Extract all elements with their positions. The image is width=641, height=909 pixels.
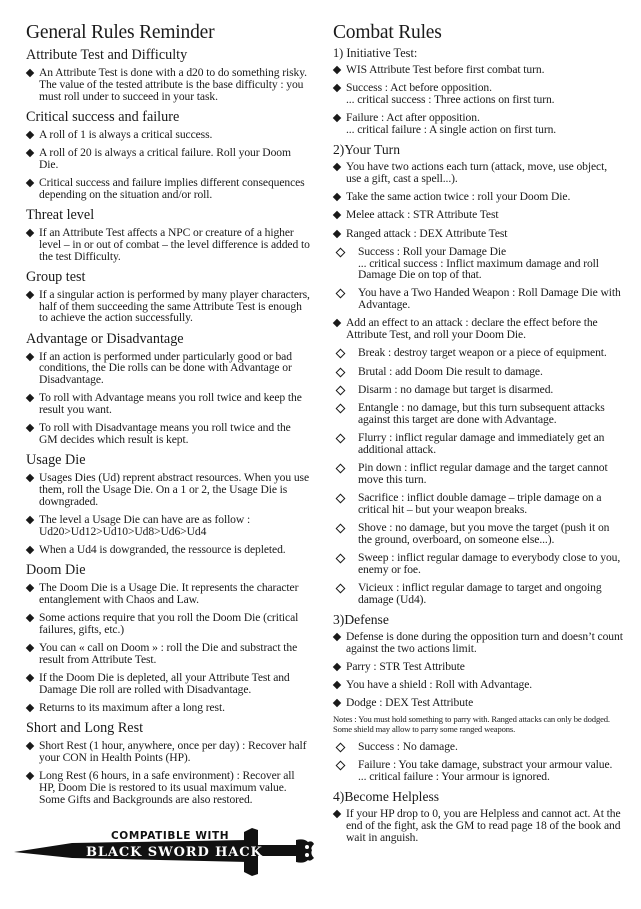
rule-bullet — [333, 82, 623, 106]
logo-compatible-with: COMPATIBLE WITH — [111, 830, 230, 842]
section-heading: Attribute Test and Difficulty — [26, 47, 188, 63]
rule-bullet: If the Doom Die is depleted, all your Attribute Test and Damage Die roll are rolled with Disadvantage. — [26, 672, 310, 696]
section-your-turn — [333, 142, 623, 605]
general-rules-title: General Rules Reminder — [26, 22, 215, 43]
rule-bullet: Add an effect to an attack : declare the effect before the Attribute Test, and roll your Doom Die. — [333, 317, 623, 341]
section-initiative — [333, 46, 623, 136]
bullet-text: Success : No damage. — [358, 740, 458, 754]
section-rest — [26, 720, 310, 805]
effect-item: Pin down : inflict regular damage and the target cannot move this turn. — [333, 462, 623, 486]
rule-bullet: If your HP drop to 0, you are Helpless and cannot act. At the end of the fight, ask the GM to read page 18 of the book and wait in anguish. — [333, 808, 623, 843]
rule-bullet: If a singular action is performed by many player characters, half of them succeeding the same Attribute Test is enough to achieve the action successfully. — [26, 289, 310, 324]
rule-bullet: Take the same action twice : roll your Doom Die. — [333, 191, 623, 203]
bullet-text: Success : Roll your Damage Die — [358, 244, 507, 258]
black-sword-hack-logo — [12, 828, 322, 878]
rule-bullet: You have a shield : Roll with Advantage. — [333, 679, 623, 691]
rule-bullet: Critical success and failure implies different consequences depending on the situation and/or roll. — [26, 177, 310, 201]
section-heading: Short and Long Rest — [26, 720, 144, 737]
section-doom-die — [26, 562, 310, 714]
effect-item: Shove : no damage, but you move the target (push it on the ground, overboard, on someone else...). — [333, 522, 623, 546]
section-heading: 3)Defense — [333, 611, 389, 627]
rule-bullet: If an Attribute Test affects a NPC or creature of a higher level – in or out of combat – the level difference is added to the test Difficulty. — [26, 227, 310, 262]
section-heading: 4)Become Helpless — [333, 789, 440, 805]
effect-item: Flurry : inflict regular damage and immediately get an additional attack. — [333, 432, 623, 456]
section-helpless — [333, 789, 623, 843]
section-heading: Doom Die — [26, 562, 86, 579]
section-attribute-test — [26, 47, 310, 102]
section-heading: Usage Die — [26, 452, 86, 469]
sub-bullet — [333, 741, 623, 753]
rule-bullet: Short Rest (1 hour, anywhere, once per day) : Recover half your CON in Health Points (HP). — [26, 740, 310, 764]
rule-bullet: Returns to its maximum after a long rest. — [26, 702, 310, 714]
rule-bullet: The Doom Die is a Usage Die. It represents the character entanglement with Chaos and Law. — [26, 582, 310, 606]
rule-bullet: Melee attack : STR Attribute Test — [333, 209, 623, 221]
section-heading: Threat level — [26, 206, 95, 223]
effect-item: Break : destroy target weapon or a piece of equipment. — [333, 347, 623, 359]
section-threat-level — [26, 207, 310, 262]
logo-black-sword-hack: BLACK SWORD HACK — [86, 845, 263, 860]
bullet-critical-text: ... critical success : Three actions on first turn. — [346, 92, 555, 106]
section-heading: Critical success and failure — [26, 108, 180, 125]
section-heading: 1) Initiative Test: — [333, 46, 418, 60]
rule-bullet: Long Rest (6 hours, in a safe environment) : Recover all HP, Doom Die is restored to its usual maximum value. Some Gifts and Backgrounds are also restored. — [26, 770, 310, 805]
bullet-text: WIS Attribute Test before first combat turn. — [346, 63, 545, 76]
rule-bullet: An Attribute Test is done with a d20 to do something risky. The value of the tested attribute is the base difficulty : you must roll under to succeed in your task. — [26, 67, 310, 102]
bullet-text: Failure : You take damage, substract your armour value. — [358, 758, 613, 772]
rule-bullet: A roll of 1 is always a critical success. — [26, 129, 310, 141]
section-advantage — [26, 331, 310, 446]
effect-item: Sweep : inflict regular damage to everybody close to you, enemy or foe. — [333, 552, 623, 576]
bullet-text: Failure : Act after opposition. — [346, 111, 480, 125]
combat-rules-column — [333, 22, 623, 850]
rule-bullet: Some actions require that you roll the Doom Die (critical failures, gifts, etc.) — [26, 612, 310, 636]
rule-bullet: You can « call on Doom » : roll the Die and substract the result from Attribute Test. — [26, 642, 310, 666]
bullet-text: Success : Act before opposition. — [346, 81, 492, 95]
section-heading: Advantage or Disadvantage — [26, 330, 184, 347]
effect-item: Entangle : no damage, but this turn subsequent attacks against this target are done with Advantage. — [333, 402, 623, 426]
bullet-critical-text: ... critical failure : Your armour is ignored. — [358, 770, 550, 784]
bullet-text: You have a Two Handed Weapon : Roll Damage Die with Advantage. — [358, 286, 621, 312]
section-usage-die — [26, 452, 310, 556]
bullet-critical-text: ... critical failure : A single action on first turn. — [346, 122, 557, 136]
section-heading: 2)Your Turn — [333, 142, 400, 158]
rule-bullet: To roll with Advantage means you roll twice and keep the result you want. — [26, 392, 310, 416]
rule-bullet — [333, 112, 623, 136]
effect-item: Disarm : no damage but target is disarmed. — [333, 384, 623, 396]
effect-item: Brutal : add Doom Die result to damage. — [333, 366, 623, 378]
rule-bullet: Usages Dies (Ud) reprent abstract resources. When you use them, roll the Usage Die. On a 1 or 2, the Usage Die is downgraded. — [26, 472, 310, 507]
rule-bullet: Ranged attack : DEX Attribute Test — [333, 228, 623, 240]
rule-bullet: If an action is performed under particularly good or bad conditions, the Die rolls can be done with Advantage or Disadvantage. — [26, 351, 310, 386]
sub-bullet — [333, 246, 623, 281]
general-rules-column — [26, 22, 310, 812]
rule-bullet: Dodge : DEX Test Attribute — [333, 697, 623, 709]
bullet-critical-text: ... critical success : Inflict maximum damage and roll Damage Die on top of that. — [358, 256, 599, 282]
rule-bullet: Parry : STR Test Attribute — [333, 661, 623, 673]
defense-note: Notes : You must hold something to parry with. Ranged attacks can only be dodged. Some shield may allow to parry some ranged weapons. — [333, 714, 610, 734]
sub-bullet — [333, 759, 623, 783]
sub-bullet — [333, 287, 623, 311]
combat-rules-title: Combat Rules — [333, 22, 442, 43]
section-group-test — [26, 269, 310, 324]
rule-bullet: When a Ud4 is dowgranded, the ressource is depleted. — [26, 544, 310, 556]
rule-bullet: The level a Usage Die can have are as follow : Ud20>Ud12>Ud10>Ud8>Ud6>Ud4 — [26, 514, 310, 538]
rule-bullet: Defense is done during the opposition turn and doesn’t count against the two actions limit. — [333, 631, 623, 655]
effect-item: Vicieux : inflict regular damage to target and ongoing damage (Ud4). — [333, 582, 623, 606]
section-defense — [333, 612, 623, 783]
rule-bullet: A roll of 20 is always a critical failure. Roll your Doom Die. — [26, 147, 310, 171]
rule-bullet: You have two actions each turn (attack, move, use object, use a gift, cast a spell...). — [333, 161, 623, 185]
section-heading: Group test — [26, 268, 86, 285]
rule-bullet — [333, 64, 623, 76]
effect-item: Sacrifice : inflict double damage – triple damage on a critical hit – but your weapon breaks. — [333, 492, 623, 516]
rule-bullet: To roll with Disadvantage means you roll twice and the GM decides which result is kept. — [26, 422, 310, 446]
section-critical — [26, 109, 310, 201]
